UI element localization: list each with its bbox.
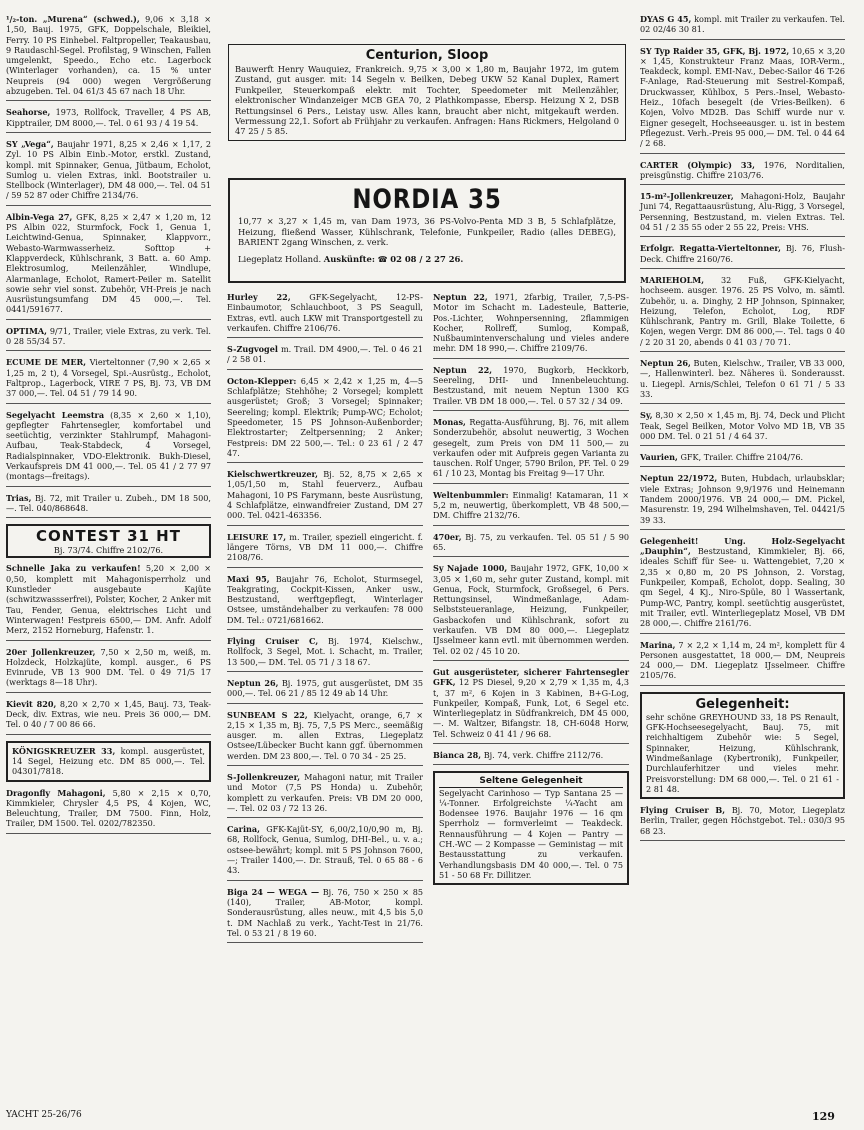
phone-icon: ☎: [377, 254, 388, 264]
ad-text: (8,35 × 2,60 × 1,10), gepflegter Fahrtensegler, komfortabel und seetüchtig, verzinkter Stahlrumpf, Mahagoni-Aufbau, Teak-Stabdeck, 4 Vorsegel, Radialspinnaker, VDO-Elektronik. Bukh-Diesel, Verkaufspreis DM 41 000,—. Tel. 05 41 / 2 77 97 (montags—freitags).: [6, 409, 211, 482]
ad-list: [640, 14, 845, 686]
ad-text: Bj. 76, 750 × 250 × 85 (140), Trailer, AB-Motor, kompl. Sonderausrüstung, alles neuw., mit 4,5 bis 5,0 t. DM Nachlaß zu verk., Yacht-Test in 21/76. Tel. 0 53 21 / 8 19 60.: [227, 886, 423, 938]
ad-head: Neptun 22,: [433, 292, 488, 302]
ad-text: Buten, Kielschw., Trailer, VB 33 000,—, Hallenwinterl. bez. Näheres ü. Sonderausst. u. Liegepl. Arnis/Schlei, Telefon 0 61 71 / 5 33 33.: [640, 358, 845, 399]
ad-head: Bianca 28,: [433, 749, 482, 760]
ad-text: 7 × 2,2 × 1,14 m, 24 m², komplett für 4 Personen ausgestattet, 18 000,— DM, Neupreis 24 000,— DM. Liegeplatz IJsselmeer. Chiffre 2105/76.: [640, 639, 845, 681]
ad-head: Neptun 26,: [640, 358, 691, 369]
footer-magazine: YACHT 25-26/76: [6, 1110, 82, 1120]
ad-head: LEISURE 17,: [227, 531, 287, 542]
classified-ad: [433, 563, 629, 661]
ad-text: Baujahr 1971, 8,25 × 2,46 × 1,17, 2 Zyl. 10 PS Albin Einb.-Motor, erstkl. Zustand, kompl. mit Spinnaker, Genua, Jütbaum, Echolot, Sumlog u. vielen Extras, inkl. Bootstrailer u. Stellbock (Winterlager), DM 48 000,—. Tel. 04 51 / 59 52 87 oder Chiffre 2134/76.: [6, 138, 211, 201]
gelegenheit-box-ad: [640, 692, 845, 799]
classified-ad: [640, 275, 845, 352]
classified-ad: [6, 357, 211, 403]
ad-head: MARIEHOLM,: [640, 274, 705, 285]
classified-ad: [433, 750, 629, 765]
ad-head: CARTER (Olympic) 33,: [640, 159, 755, 170]
ad-list: [6, 788, 211, 834]
classified-ad: [640, 46, 845, 154]
classified-ad: [6, 14, 211, 101]
ad-head: Weltenbummler:: [433, 489, 509, 500]
classified-ad: [6, 699, 211, 735]
gelegenheit-title: Gelegenheit:: [695, 696, 790, 712]
classified-ad: [640, 805, 845, 841]
ad-head: S-Zugvogel: [227, 344, 278, 355]
ad-text: kompl. mit Trailer zu verkaufen. Tel. 02 02/46 30 81.: [640, 14, 846, 35]
ad-text: kompl. ausgerüstet, 14 Segel, Heizung etc. DM 85 000,—. Tel. 04301/7818.: [12, 745, 206, 777]
classified-ad: [227, 532, 423, 568]
column-4: [640, 14, 845, 847]
classified-ad: [227, 678, 423, 704]
ad-text: Baujahr 1972, GFK, 10,00 × 3,05 × 1,60 m, sehr guter Zustand, kompl. mit Genua, Fock, Sturmfock, Großsegel, 6 Pers. Rettungsinsel, Windmeßanlage, Adam-Selbststeueranlage, Heizung, Funkpeiler, Gasbackofen und Kühlschrank, sofort zu verkaufen. VB DM 80 000,—. Liegeplatz IJsselmeer kann evtl. mit übernommen werden. Tel. 02 02 / 45 10 20.: [433, 563, 629, 656]
gelegenheit-text: sehr schöne GREYHOUND 33, 18 PS Renault, GFK-Hochseesegelyacht, Bauj. 75, mit reichhaltigem Zubehör wie: 5 Segel, Spinnaker, Heizung, Kühlschrank, Windmeßanlage (Kybertronik), Funkpeiler, Durchlauferhitzer und vieles mehr. Preisvorstellung: DM 68 000,—. Tel. 0 21 61 - 2 81 48.: [646, 711, 839, 794]
seltene-title: Seltene Gelegenheit: [439, 776, 623, 787]
ad-text: GFK, Trailer. Chiffre 2104/76.: [680, 452, 804, 463]
ad-text: Baujahr 76, Echolot, Sturmsegel, Teakgrating, Cockpit-Kissen, Anker usw., Bestzustand, werftgepflegt, Winterlager Ostsee, umständehalber zu verkaufen: 78 000 DM. Tel.: 0721/681662.: [227, 573, 423, 625]
ad-text: Mahagoni natur, mit Trailer und Motor (7,5 PS Honda) u. Zubehör, komplett zu verkaufen. Preis: VB DM 20 000,—. Tel. 02 03 / 72 13 26.: [227, 771, 423, 813]
ad-text: GFK-Kajüt-SY, 6,00/2,10/0,90 m, Bj. 68, Rollfock, Genua, Sumlog, DHI-Bel., u. v. a.; ostsee-bewährt; kompl. mit 5 PS Johnson 7600,—; Trailer 1400,—. Dr. Strauß, Tel. 0 65 88 - 6 43.: [227, 824, 423, 876]
ad-list: [6, 14, 211, 518]
contest-sub: Bj. 73/74. Chiffre 2102/76.: [53, 545, 164, 556]
ad-list: [433, 292, 629, 765]
ad-text: 7,50 × 2,50 m, weiß, m. Holzdeck, Holzkajüte, kompl. ausger., 6 PS Evinrude, VB 13 900 DM. Tel. 0 49 71/5 17 (werktags 8—18 Uhr).: [6, 646, 212, 688]
ad-text: Bj. 76, Flush-Deck. Chiffre 2160/76.: [640, 243, 845, 264]
classified-ad: [6, 647, 211, 693]
classified-ad: [6, 493, 211, 519]
seltene-box-ad: [433, 771, 629, 885]
ad-text: 6,45 × 2,42 × 1,25 m, 4—5 Schlafplätze; Stehhöhe; 2 Vorsegel; komplett ausgerüstet; Groß; 3 Vorsegel; Spinnaker; Seereling; kompl. Elektrik; Pump-WC; Echolot; Speedometer, 15 PS Johnson-Außenborder; Elektrostarter; Zeltpersenning; 2 Anker; Festpreis: DM 22 500,—. Tel.: 0 23 61 / 2 47 47.: [227, 375, 423, 458]
classified-ad: [640, 191, 845, 237]
nordia-contact: [238, 254, 616, 266]
classified-ad: [433, 667, 629, 744]
ad-text: 8,20 × 2,70 × 1,45, Bauj. 73, Teak-Deck, div. Extras, wie neu. Preis 36 000,— DM. Tel. 0 40 / 7 00 86 66.: [6, 698, 212, 730]
ad-text: Mahagoni-Holz, Baujahr Juni 74, Regattaausrüstung, Alu-Rigg, 3 Vorsegel, Persenning, Bestzustand, m. vielen Extras. Tel. 04 51 / 2 35 55 oder 2 55 22, Preis: VHS.: [640, 191, 845, 233]
classified-ad: [227, 292, 423, 338]
ad-text: Bj. 74, verk. Chiffre 2112/76.: [483, 749, 604, 760]
nordia-text: 10,77 × 3,27 × 1,45 m, van Dam 1973, 36 PS-Volvo-Penta MD 3 B, 5 Schlafplätze, Heizung, fließend Wasser, Kühlschrank, Telefonie, Funkpeiler, Radio (alles DEBEG), BARIENT 2gang Winschen, z. verk.: [238, 216, 616, 248]
classified-ad: [640, 410, 845, 446]
ad-text: 5,20 × 2,00 × 0,50, komplett mit Mahagonisperrholz und Kunstleder ausgebaute Kajüte (schwitzwassserfrei), Polster, Kocher, 2 Anker mit Tau, Fender, Genua, elektrisches Licht und Winterwagen! Festpreis 6500,— DM. Anfr. Adolf Merz, 2152 Horneburg, Hafenstr. 1.: [6, 563, 212, 636]
nordia-title: NORDIA 35: [352, 184, 502, 215]
ad-head: Carina,: [227, 824, 260, 835]
ad-head: Maxi 95,: [227, 573, 270, 584]
ad-text: Regatta-Ausführung, Bj. 76, mit allem Sonderzubehör, absolut neuwertig, 3 Wochen gesegelt, zum Preis von DM 11 500,— zu verkaufen oder mit Aufpreis gegen Varianta zu tauschen. Rolf Unger, 5790 Brilon, PF. Tel. 0 29 61 / 10 23, Montag bis Freitag 9—17 Uhr.: [433, 416, 629, 479]
ad-text: GFK-Segelyacht, 12-PS-Einbaumotor, Schlauchboot, 3 PS Seagull, Extras, evtl. auch LKW mit Transportgestell zu verkaufen. Chiffre 2106/76.: [227, 292, 424, 333]
ad-text: 5,80 × 2,15 × 0,70, Kimmkieler, Chrysler 4,5 PS, 4 Kojen, WC, Beleuchtung, Trailer, DM 7500. Finn, Holz, Trailer, DM 1500. Tel. 0202/782350.: [6, 787, 212, 829]
ad-text: Buten, Hubdach, urlaubsklar; viele Extras; Johnson 9,9/1976 und Heinemann Tandem 2000/1976. VB 24 000,— DM. Pickel, Masurenstr. 19, 294 Wilhelmshaven, Tel. 04421/5 39 33.: [640, 473, 845, 525]
classified-ad: [6, 563, 211, 640]
ad-text: Vierteltonner (7,90 × 2,65 × 1,25 m, 2 t), 4 Vorsegel, Spi.-Ausrüstg., Echolot, Faltprop., Lagerbock, VIRE 7 PS, Bj. 73, VB DM 37 000,—. Tel. 04 51 / 79 14 90.: [6, 357, 211, 399]
column-1: [6, 14, 211, 840]
ad-text: Einmalig! Katamaran, 11 × 5,2 m, neuwertig, überkomplett, VB 48 500,— DM. Chiffre 2132/76.: [433, 489, 629, 521]
ad-head: Sy,: [640, 410, 653, 421]
ad-text: 9,06 × 3,18 × 1,50, Bauj. 1975, GFK, Doppelschale, Bleikiel, Ferry. 10 PS Einhebel. Faltpropeller, Teakausbau, 9 Raudaschl-Segel. Profilstag, 9 Winschen, Fallen umgelenkt, Speedo., Echo etc. Lagerbock (Winterlager vorhanden), ca. 15 % unter Neupreis (94 000) wegen Vergrößerung abzugeben. Tel. 04 61/3 45 67 nach 18 Uhr.: [6, 14, 211, 97]
seltene-text: Segelyacht Carinhoso — Typ Santana 25 — ¼-Tonner. Erfolgreichste ¼-Yacht am Bodensee 1976. Baujahr 1976 — 16 qm Sperrholz — formverleimt — Teakdeck. Rennausführung — 4 Kojen — Pantry — CH.-WC — 2 Kompasse — Geministag — mit Bestausstattung zu verkaufen. Verhandlungsbasis DM 40 000,—. Tel. 0 75 51 - 50 68 Fr. Dillitzer.: [439, 787, 623, 880]
classified-ad: [433, 292, 629, 359]
centurion-title: Centurion, Sloop: [365, 48, 489, 63]
ad-text: Bj. 75, zu verkaufen. Tel. 05 51 / 5 90 65.: [433, 531, 629, 552]
classified-ad: [640, 473, 845, 529]
ad-head: SY „Vega“,: [6, 138, 54, 149]
ad-head: Neptun 22,: [433, 364, 493, 375]
ad-text: m. Trailer, speziell eingericht. f. längere Törns, VB DM 11 000,—. Chiffre 2108/76.: [227, 531, 423, 563]
classified-ad: [640, 243, 845, 269]
ad-head: Segelyacht Leemstra: [6, 409, 105, 420]
classified-ad: [433, 365, 629, 411]
ad-text: Kielyacht, orange, 6,7 × 2,15 × 1,35 m, Bj. 75, 7,5 PS Merc., seemäßig ausger. m. allen Extras, Liegeplatz Ostsee/Lübecker Bucht kann ggf. übernommen werden. DM 23 800,—. Tel. 0 70 34 - 25 25.: [227, 709, 423, 761]
ad-head: ¹/₂-ton. „Murena“ (schwed.),: [6, 14, 140, 24]
ad-head: 20er Jollenkreuzer,: [6, 646, 96, 657]
ad-head: ECUME DE MER,: [6, 357, 87, 368]
classified-ad: [433, 490, 629, 526]
ad-text: 1973, Rollfock, Traveller, 4 PS AB, Kipptrailer, DM 8000,—. Tel. 0 61 93 / 4 19 54.: [6, 107, 211, 128]
classified-ad: [227, 574, 423, 630]
ad-head: Gut ausgerüsteter, sicherer Fahrtensegler GFK,: [433, 666, 629, 688]
ad-head: S-Jollenkreuzer,: [227, 771, 301, 782]
ad-head: Kielschwertkreuzer,: [227, 469, 318, 480]
ad-text: 10,65 × 3,20 × 1,45, Konstrukteur Franz Maas, IOR-Verm., Teakdeck, kompl. EMI-Nav., Debec-Sailor 46 T-26 F-Anlage, Rad-Steuerung mit Sestrel-Kompaß, Druckwasser, Kühlbox, 5 Pers.-Insel, Webasto-Heiz., 10fach besegelt (de Vries-Beilken). 6 Kojen, Volvo MD2B. Das Schiff wurde nur v. Eigner gesegelt, Hochseeausger. u. ist in bestem Pflegezust. Verh.-Preis 95 000,— DM. Tel. 0 44 64 / 2 68.: [640, 45, 846, 149]
nordia-box-ad: [228, 178, 626, 283]
ad-text: 9/71, Trailer, viele Extras, zu verk. Tel. 0 28 55/34 57.: [6, 325, 211, 347]
ad-head: Kievit 820,: [6, 698, 57, 709]
ad-text: m. Trail. DM 4900,—. Tel. 0 46 21 / 2 58 01.: [227, 344, 423, 365]
nordia-contact-label: Liegeplatz Holland.: [238, 253, 322, 264]
ad-head: SUNBEAM S 22,: [227, 709, 308, 720]
ad-head: Trias,: [6, 492, 32, 503]
contest-box-ad: [6, 524, 211, 558]
ad-head: Monas,: [433, 416, 466, 427]
ad-head: SY Typ Raider 35, GFK, Bj. 1972,: [640, 45, 790, 56]
centurion-text: Bauwerft Henry Wauquiez, Frankreich. 9,75 × 3,00 × 1,80 m, Baujahr 1972, im gutem Zustand, gut ausger. mit: 14 Segeln v. Beilken, Debeg UKW 52 Kanal Duplex, Ramert Funkpeiler, Steuerkompaß elektr. mit Tochter, Speedometer mit Meilenzähler, elektronischer Windanzeiger MCB GEA 70, 2 Plathkompasse, Ebersp. Heizung X 2, DSB Rettungsinsel 6 Pers., Leistay usw. Alles kann, braucht aber nicht, mitgekauft werden. Vermessung 22,1. Sofort ab Frühjahr zu verkaufen. Anfragen: Hans Rickmers, Helgoland 0 47 25 / 5 85.: [235, 64, 619, 137]
ad-head: Erfolgr. Regatta-Vierteltonner,: [640, 243, 781, 254]
ad-text: Bestzustand, Kimmkieler, Bj. 66, ideales Schiff für See- u. Wattengebiet, 7,20 × 2,35 × 0,80 m, 20 PS Johnson, 2. Vorstag, Funkpeiler, Kompaß, Echolot, dopp. Sealing, 30 qm Segel, 4 Kj., Niro-Spüle, 80 l Wassertank, Pump-WC, Pantry, kompl. seetüchtig ausgerüstet, mit Trailer, evtl. Winterliegeplatz Mosel, VB DM 28 000,—. Chiffre 2161/76.: [640, 546, 845, 629]
ad-head: Neptun 26,: [227, 677, 279, 688]
ad-head: Gelegenheit! Ung. Holz-Segelyacht „Dauphin“,: [640, 535, 845, 557]
ad-text: GFK, 8,25 × 2,47 × 1,20 m, 12 PS Albin 022, Sturmfock, Fock 1, Genua 1, Leichtwind-Genua, Spinnaker, Klappvorr., Webasto-Warmwasserheiz. Softtop + Klappverdeck, Kühlschrank, 3 Batt. a. 60 Amp. Elektrosumlog, Meilenzähler, Windlupe, Alarmanlage, Echolot, Ramert-Peiler m. Satellit sowie sehr viel sonst. Zubehör, VH-Preis je nach Ausrüstungsumfang DM 45 000,—. Tel. 0441/591677.: [6, 211, 212, 315]
ad-text: 1971, 2farbig, Trailer, 7,5-PS-Motor im Schacht m. Ladesteule, Batterie, Pos.-Lichter, Wohnpersenning, 2flammigen Kocher, Rollreff, Sumlog, Kompaß, Nußbaumintenverschalung und vieles andere mehr. DM 18 990,—. Chiffre 2109/76.: [433, 292, 629, 354]
ad-text: 8,30 × 2,50 × 1,45 m, Bj. 74, Deck und Plicht Teak, Segel Beilken, Motor Volvo MD 1B, VB 35 000 DM. Tel. 0 21 51 / 4 64 37.: [640, 410, 845, 441]
ad-head: KÖNIGSKREUZER 33,: [12, 745, 116, 756]
page-number: 129: [812, 1110, 835, 1123]
centurion-box-ad: [228, 44, 626, 141]
ad-head: Seahorse,: [6, 107, 51, 118]
ad-head: Flying Cruiser C,: [227, 636, 319, 647]
classified-ad: [6, 410, 211, 487]
ad-head: DYAS G 45,: [640, 14, 692, 24]
ad-head: Dragonfly Mahagoni,: [6, 787, 106, 798]
ad-head: Vaurien,: [640, 452, 678, 463]
classified-ad: [227, 710, 423, 766]
ad-text: 1970, Bugkorb, Heckkorb, Seereling, DHI- und Innenbeleuchtung. Bestzustand, mit neuem Neptun 1300 KG Trailer. VB DM 18 000,—. Tel. 0 57 32 / 34 09.: [433, 364, 630, 406]
ad-text: Bj. 1974, Kielschw., Rollfock, 3 Segel, Mot. i. Schacht, m. Trailer, 13 500,— DM. Tel. 05 71 / 3 18 67.: [227, 636, 424, 667]
ad-text: Bj. 52, 8,75 × 2,65 × 1,05/1,50 m, Stahl feuerverz., Aufbau Mahagoni, 10 PS Farymann, beste Ausrüstung, 4 Schlafplätze, einwandfreier Zustand, DM 27 000. Tel. 0421-463356.: [227, 469, 424, 521]
ad-text: Bj. 70, Motor, Liegeplatz Berlin, Trailer, gegen Höchstgebot. Tel.: 030/3 95 68 23.: [640, 805, 846, 836]
ad-head: Albin-Vega 27,: [6, 211, 73, 222]
ad-text: Bj. 72, mit Trailer u. Zubeh., DM 18 500,—. Tel. 040/868648.: [6, 492, 211, 513]
classified-ad: [640, 452, 845, 467]
ad-head: OPTIMA,: [6, 325, 48, 336]
classified-ad: [640, 14, 845, 40]
ad-head: Octon-Klepper:: [227, 375, 297, 386]
ad-head: Hurley 22,: [227, 292, 291, 302]
ad-text: 1976, Norditalien, preisgünstig. Chiffre 2103/76.: [640, 159, 846, 180]
classified-ad: [6, 788, 211, 834]
nordia-phone: 02 08 / 2 27 26.: [390, 253, 464, 264]
ad-head: Flying Cruiser B,: [640, 805, 726, 816]
classified-ad: [433, 417, 629, 484]
ad-head: Sy Najade 1000,: [433, 563, 508, 574]
classified-ad: [640, 358, 845, 404]
classified-ad: [227, 469, 423, 525]
classified-ad: [6, 139, 211, 206]
column-2: [227, 292, 423, 949]
classified-ad: [6, 326, 211, 352]
contest-title: CONTEST 31 HT: [36, 527, 181, 546]
ad-list: [227, 292, 423, 943]
ad-text: 32 Fuß, GFK-Kielyacht, hochseem. ausger. 1976. 25 PS Volvo, m. sämtl. Zubehör, u. a. Dinghy, 2 HP Johnson, Spinnaker, Heizung, Telefon, Echolot, Log, RDF Kühlschrank, Pantry m. Grill, Blake Toilette, 6 Kojen, wegen Vergr. DM 86 000,—. Tel. tags 0 40 / 2 20 31 20, abends 0 41 03 / 70 71.: [640, 274, 845, 347]
classified-ad: [227, 636, 423, 672]
ad-head: Marina,: [640, 639, 676, 650]
ad-text: Bj. 1975, gut ausgerüstet, DM 35 000,—. Tel. 06 21 / 85 12 49 ab 14 Uhr.: [227, 677, 423, 699]
classified-ad: [6, 212, 211, 320]
ad-text: 12 PS Diesel, 9,20 × 2,79 × 1,35 m, 4,3 t, 37 m², 6 Kojen in 3 Kabinen, B+G-Log, Funkpeiler, Kompaß, Funk, Lot, 6 Segel etc. Winterliegeplatz in Südfrankreich, DM 45 000,—. M. Waltzer, Bifangstr. 18, CH-6048 Horw, Tel. Schweiz 0 41 41 / 96 68.: [433, 677, 629, 739]
ad-list: [6, 563, 211, 734]
ad-head: Neptun 22/1972,: [640, 473, 718, 484]
classified-ad: [640, 160, 845, 186]
classified-ad: [6, 107, 211, 133]
ad-head: 15-m²-Jollenkreuzer,: [640, 191, 734, 202]
koenigskreuzer-box-ad: [6, 741, 211, 782]
classified-ad: [227, 772, 423, 818]
classified-ad: [227, 376, 423, 463]
classified-ad: [640, 536, 845, 634]
nordia-contact-bold: Auskünfte:: [323, 253, 375, 264]
classified-ad: [433, 532, 629, 558]
column-3: [433, 292, 629, 891]
ad-head: Biga 24 — WEGA —: [227, 886, 320, 897]
classified-ad: [227, 344, 423, 370]
ad-head: Schnelle Jaka zu verkaufen!: [6, 563, 141, 574]
ad-head: 470er,: [433, 531, 462, 542]
classified-ad: [640, 640, 845, 686]
classified-ad: [227, 824, 423, 880]
classified-ad: [227, 887, 423, 943]
